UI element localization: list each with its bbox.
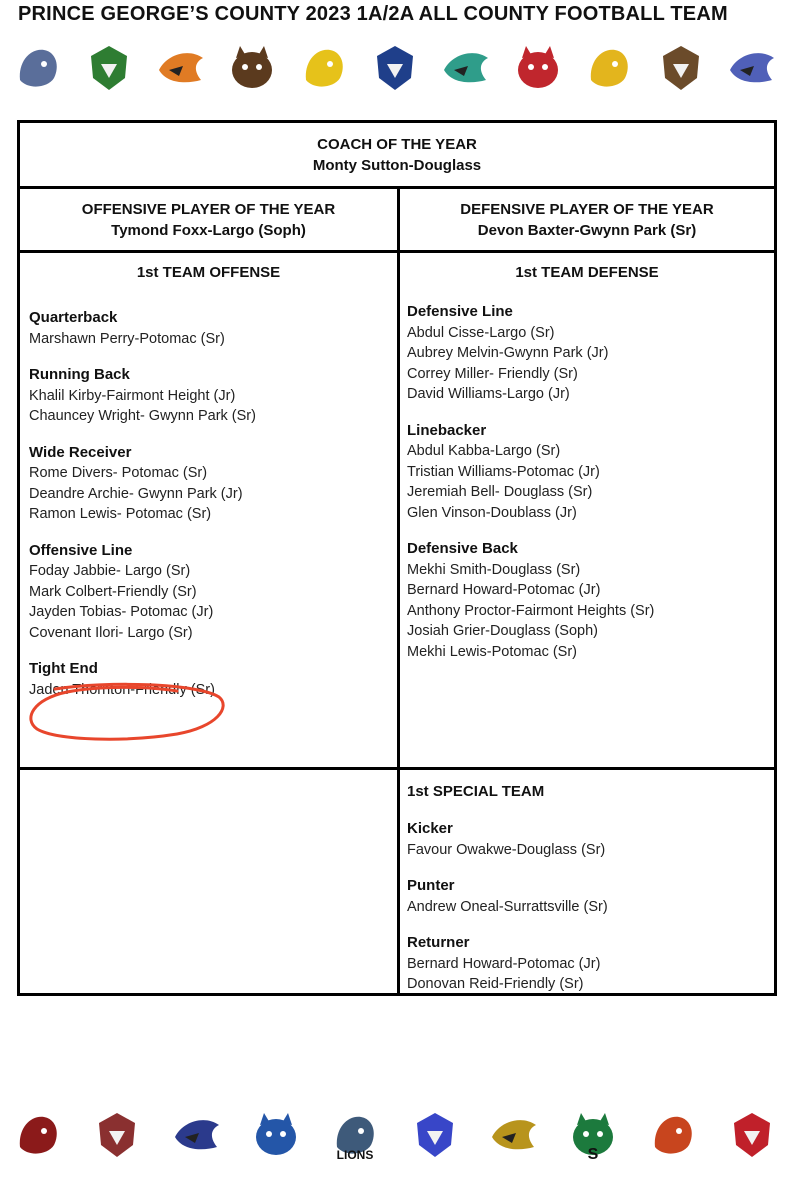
position-heading: Wide Receiver bbox=[29, 443, 132, 461]
player-entry: Donovan Reid-Friendly (Sr) bbox=[407, 976, 584, 992]
player-entry: Abdul Cisse-Largo (Sr) bbox=[407, 324, 555, 341]
player-entry: Abdul Kabba-Largo (Sr) bbox=[407, 443, 561, 459]
tiger-paws-icon bbox=[153, 40, 209, 96]
logo-text: LIONS bbox=[336, 1148, 374, 1162]
player-entry: Foday Jabbie- Largo (Sr) bbox=[29, 563, 191, 579]
hornet-icon bbox=[296, 40, 352, 96]
panther-head-icon bbox=[81, 40, 137, 96]
player-entry: Jayden Tobias- Potomac (Jr) bbox=[29, 604, 214, 620]
offensive-player-of-the-year bbox=[20, 199, 397, 241]
offensive-poy-name: Tymond Foxx-Largo (Soph) bbox=[111, 222, 306, 239]
coach-heading: COACH OF THE YEAR bbox=[317, 136, 477, 153]
offensive-poy-heading: OFFENSIVE PLAYER OF THE YEAR bbox=[81, 201, 336, 218]
player-entry: Covenant Ilori- Largo (Sr) bbox=[29, 624, 193, 641]
position-heading: Running Back bbox=[29, 366, 130, 383]
player-entry: Jaden Thornton-Friendly (Sr) bbox=[29, 681, 215, 698]
page-title: PRINCE GEORGE’S COUNTY 2023 1A/2A ALL COUNTY FOOTBALL TEAM bbox=[18, 3, 728, 25]
player-entry: Aubrey Melvin-Gwynn Park (Jr) bbox=[407, 345, 609, 361]
player-entry: Glen Vinson-Doublass (Jr) bbox=[407, 504, 577, 521]
ram-head-icon bbox=[510, 40, 566, 96]
logo-text: S bbox=[587, 1146, 599, 1163]
position-heading: Tight End bbox=[29, 660, 98, 677]
offense-roster bbox=[29, 308, 256, 700]
player-entry: Favour Owakwe-Douglass (Sr) bbox=[407, 841, 606, 858]
bottom-logo-row bbox=[10, 1105, 780, 1165]
lions-logo-icon bbox=[327, 1107, 383, 1163]
knight-helmet-icon bbox=[367, 40, 423, 96]
player-entry: Jeremiah Bell- Douglass (Sr) bbox=[407, 484, 593, 500]
wildcat-head-icon bbox=[407, 1107, 463, 1163]
bronco-head-icon bbox=[645, 1107, 701, 1163]
cougar-head-icon bbox=[581, 40, 637, 96]
player-entry: Mekhi Smith-Douglass (Sr) bbox=[407, 561, 581, 578]
special-team-heading: 1st SPECIAL TEAM bbox=[407, 783, 545, 800]
position-heading: Quarterback bbox=[29, 309, 118, 326]
bird-head-icon bbox=[89, 1107, 145, 1163]
player-entry: Correy Miller- Friendly (Sr) bbox=[407, 365, 578, 382]
pirate-head-icon bbox=[224, 40, 280, 96]
bear-head-icon bbox=[486, 1107, 542, 1163]
column-divider bbox=[397, 189, 400, 993]
coach-name: Monty Sutton-Douglass bbox=[312, 157, 482, 174]
player-entry: Ramon Lewis- Potomac (Sr) bbox=[29, 506, 212, 522]
position-heading: Defensive Line bbox=[407, 303, 513, 320]
all-county-table bbox=[17, 120, 777, 996]
letter-s-icon bbox=[565, 1107, 621, 1163]
player-entry: Rome Divers- Potomac (Sr) bbox=[29, 465, 208, 481]
defense-roster bbox=[407, 302, 654, 662]
defensive-player-of-the-year bbox=[400, 199, 774, 241]
shield-crest-icon bbox=[653, 40, 709, 96]
jaguar-head-icon bbox=[438, 40, 494, 96]
player-entry: Tristian Williams-Potomac (Jr) bbox=[407, 463, 600, 480]
player-entry: Marshawn Perry-Potomac (Sr) bbox=[29, 330, 225, 347]
player-entry: Bernard Howard-Potomac (Jr) bbox=[407, 955, 601, 972]
player-entry: Mekhi Lewis-Potomac (Sr) bbox=[407, 643, 578, 660]
player-entry: Anthony Proctor-Fairmont Heights (Sr) bbox=[407, 602, 655, 619]
hawk-icon bbox=[10, 1107, 66, 1163]
bowie-bulldog-icon bbox=[10, 40, 66, 96]
player-entry: David Williams-Largo (Jr) bbox=[407, 386, 570, 402]
position-heading: Offensive Line bbox=[29, 541, 133, 559]
defensive-poy-heading: DEFENSIVE PLAYER OF THE YEAR bbox=[460, 201, 714, 218]
pirate-skull-icon bbox=[169, 1107, 225, 1163]
player-entry: Andrew Oneal-Surrattsville (Sr) bbox=[407, 898, 608, 915]
player-entry: Josiah Grier-Douglass (Soph) bbox=[407, 623, 598, 639]
player-entry: Bernard Howard-Potomac (Jr) bbox=[407, 582, 601, 598]
raider-hat-icon bbox=[724, 1107, 780, 1163]
eagle-head-icon bbox=[248, 1107, 304, 1163]
position-heading: Returner bbox=[407, 934, 470, 951]
offense-heading: 1st TEAM OFFENSE bbox=[136, 264, 281, 281]
defensive-poy-name: Devon Baxter-Gwynn Park (Sr) bbox=[477, 222, 697, 239]
player-entry: Mark Colbert-Friendly (Sr) bbox=[29, 583, 197, 600]
eagle-wing-icon bbox=[724, 40, 780, 96]
position-heading: Kicker bbox=[407, 820, 453, 837]
player-entry: Deandre Archie- Gwynn Park (Jr) bbox=[29, 485, 243, 502]
coach-of-the-year bbox=[20, 134, 774, 176]
position-heading: Linebacker bbox=[407, 421, 487, 439]
top-logo-row bbox=[10, 38, 780, 98]
defense-heading: 1st TEAM DEFENSE bbox=[515, 264, 659, 281]
player-entry: Khalil Kirby-Fairmont Height (Jr) bbox=[29, 387, 236, 404]
position-heading: Defensive Back bbox=[407, 540, 518, 557]
special-team-roster bbox=[407, 819, 608, 995]
position-heading: Punter bbox=[407, 877, 455, 894]
player-entry: Chauncey Wright- Gwynn Park (Sr) bbox=[29, 408, 256, 424]
